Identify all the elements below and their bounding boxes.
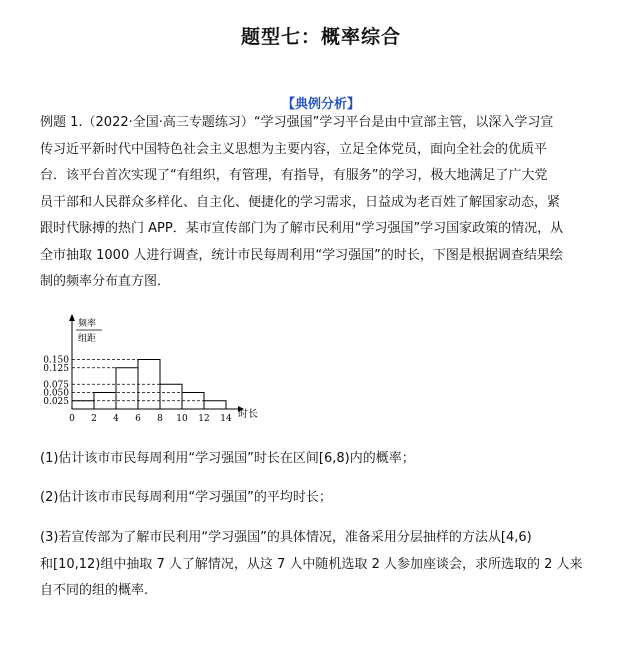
histogram-bar (72, 401, 94, 409)
y-axis-label-top: 频率 (78, 319, 97, 329)
y-tick-label: 0.125 (43, 363, 69, 374)
question-line: (2)估计该市市民每周利用“学习强国”的平均时长； (40, 490, 332, 505)
y-axis-arrow (69, 314, 75, 321)
y-tick-label: 0.075 (43, 380, 69, 391)
problem-line: 全市抽取 1000 人进行调查，统计市民每周利用“学习强国”的时长，下图是根据调查结果绘 (40, 247, 563, 263)
problem-line: 台．该平台首次实现了“有组织，有管理，有指导，有服务”的学习，极大地满足了广大党 (40, 168, 548, 183)
frequency-histogram (38, 312, 278, 432)
problem-line: 传习近平新时代中国特色社会主义思想为主要内容，立足全体党员，面向全社会的优质平 (40, 141, 548, 157)
question-2 (40, 485, 615, 512)
problem-line: 制的频率分布直方图． (40, 274, 171, 289)
question-line: (3)若宣传部为了解市民利用“学习强国”的具体情况，准备采用分层抽样的方法从[4,6) (40, 530, 532, 545)
question-line: 和[10,12)组中抽取 7 人了解情况，从这 7 人中随机选取 2 人参加座谈会，求所选取的 2 人来 (40, 556, 583, 572)
question-1 (40, 446, 615, 473)
question-line: (1)估计该市市民每周利用“学习强国”时长在区间[6,8)内的概率； (40, 451, 415, 466)
question-line: 自不同的组的概率. (40, 583, 149, 598)
histogram-bar (116, 368, 138, 409)
page-title: 题型七：概率综合 (240, 26, 401, 48)
x-tick-label: 4 (113, 414, 119, 424)
y-tick-label: 0.050 (43, 388, 69, 399)
x-tick-label: 0 (69, 414, 75, 424)
x-tick-label: 14 (220, 414, 232, 424)
x-tick-label: 8 (157, 414, 163, 424)
problem-line: 员干部和人民群众多样化、自主化、便捷化的学习需求，日益成为老百姓了解国家动态，紧 (40, 194, 561, 210)
problem-statement (40, 110, 608, 296)
x-tick-label: 10 (176, 414, 188, 424)
section-label: 【典例分析】 (281, 97, 360, 112)
x-tick-label: 6 (135, 414, 141, 424)
y-tick-label: 0.150 (43, 355, 69, 366)
x-tick-label: 12 (198, 414, 210, 424)
y-axis-label-bottom: 组距 (78, 334, 97, 344)
question-3 (40, 525, 615, 605)
histogram-bar (160, 384, 182, 409)
histogram-bar (204, 401, 226, 409)
y-tick-label: 0.025 (43, 396, 69, 407)
x-axis-label: 时长 (238, 409, 258, 420)
problem-line: 跟时代脉搏的热门 APP．某市宣传部门为了解市民利用“学习强国”学习国家政策的情况，从 (40, 221, 564, 236)
problem-line: 例题 1.（2022·全国·高三专题练习）“学习强国”学习平台是由中宣部主管，以深入学习宣 (40, 115, 554, 130)
x-tick-label: 2 (91, 414, 97, 424)
